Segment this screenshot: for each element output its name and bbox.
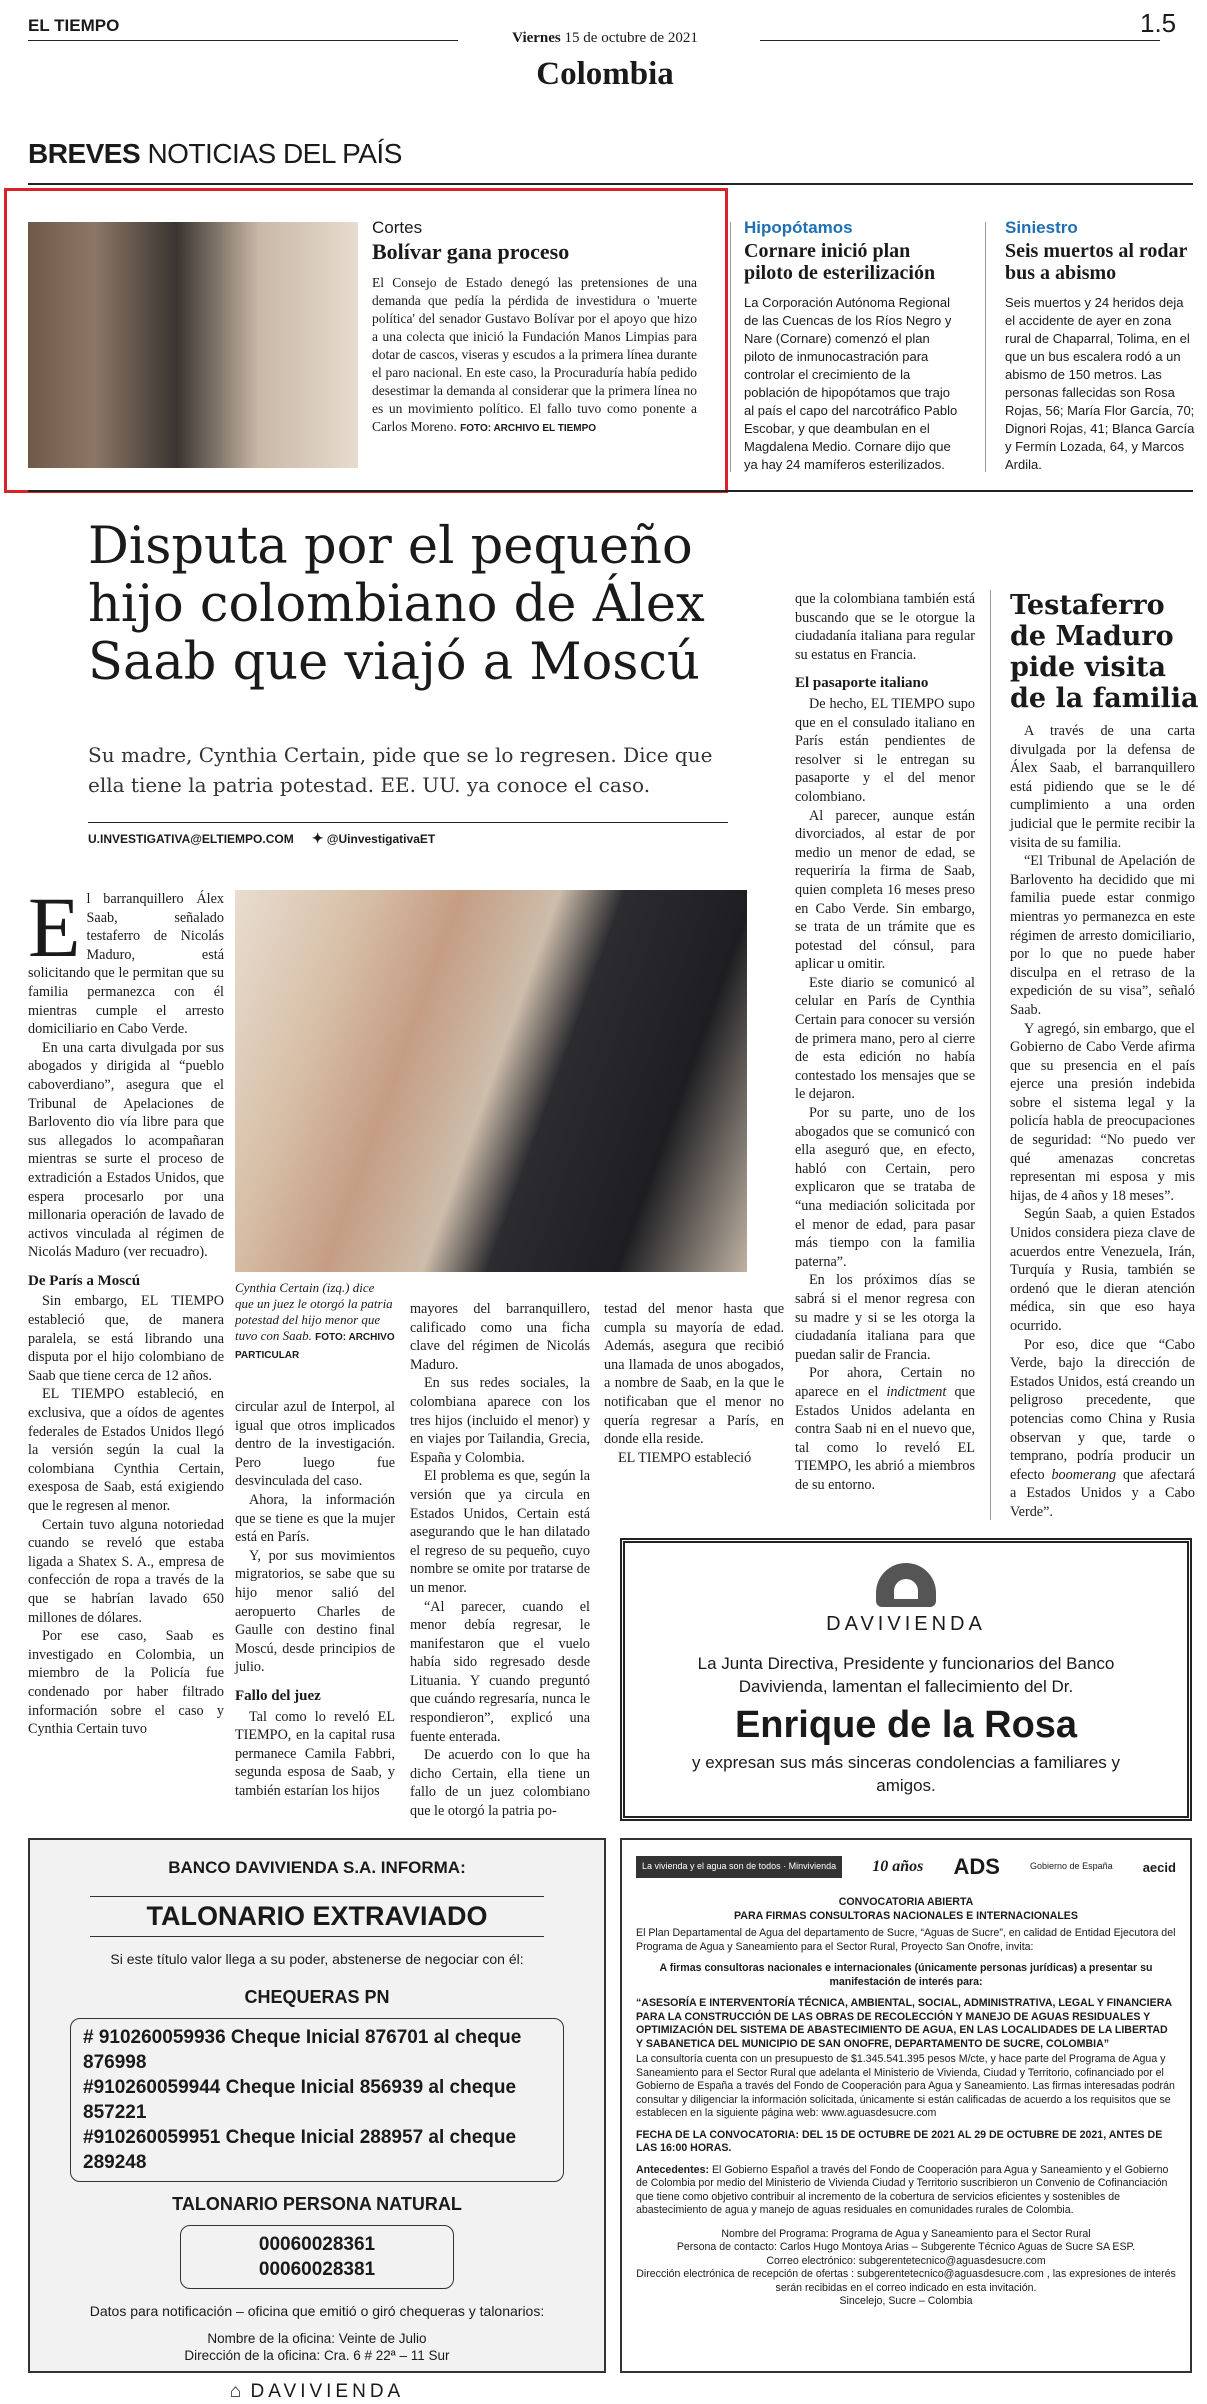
photo-credit: FOTO: ARCHIVO PARTICULAR [235, 1332, 395, 1361]
sidebar-title: Testaferro de Maduro pide visita de la familia [1010, 590, 1199, 714]
ten-years-logo: 10 años [872, 1858, 924, 1875]
brief-kicker: Siniestro [1005, 218, 1078, 237]
saab-certain-photo [235, 890, 747, 1272]
byline-email: U.INVESTIGATIVA@ELTIEMPO.COM [88, 831, 294, 846]
obituary-line-2: y expresan sus más sinceras condolencias a familiares y amigos. [691, 1753, 1121, 1795]
article-column-5: que la colombiana también está buscando que se le otorgue la ciudadanía italiana para regular su estatus en Francia. El pasaporte italiano De hecho, EL TIEMPO supo que en el consulado italiano en París están pendientes de resolver si le entregan su pasaporte y el del menor colombiano. Al parecer, aunque están divorciados, al estar de por medio un menor de edad, se requeriría la firma de Saab, quien completa 16 meses preso en Cabo Verde. Sin embargo, se trata de un trámite que es potestad del cónsul, para aplicar u omitir. Este diario se comunicó al celular en París de Cynthia Certain para conocer su versión de primera mano, pero al cierre de esta edición no había contestado los mensajes que se le dejaron. Por su parte, uno de los abogados que se comunicó con ella aseguró que, en efecto, habló con Certain, pero explicaron que se trataba de “una mediación solicitada por el menor de edad, para pasar más tiempo con la familia paterna”. En los próximos días se sabrá si el menor regresa con su madre y si se les otorga la ciudadanía italiana para que puedan salir de Francia. Por ahora, Certain no aparece en el indictment que Estados Unidos adelanta en contra Saab ni en el nuevo que, tal como lo reveló EL TIEMPO, les abrió a miembros de su entorno. [795, 591, 976, 1493]
obituary-ad [620, 1538, 1192, 1821]
convocatoria-intro: El Plan Departamental de Agua del departamento de Sucre, “Aguas de Sucre”, en calidad de Entidad Ejecutora del Programa de Agua y Saneamiento para el Sector Rural, Proyecto San Onofre, invita: [636, 1927, 1176, 1953]
cheque-line: # 910260059936 Cheque Inicial 876701 al cheque 876998 [83, 2027, 522, 2073]
brief-siniestro [1005, 218, 1195, 474]
location: Sincelejo, Sucre – Colombia [839, 2295, 973, 2307]
davivienda-logo: ⌂ DAVIVIENDA [229, 2381, 405, 2402]
article-column-4: testad del menor hasta que cumpla su mayoría de edad. Además, asegura que recibió una llamada de unos abogados, a nombre de Saab, en la que le notificaban que el menor no quería regresar a París, en donde ella reside. EL TIEMPO estableció [604, 1301, 784, 1466]
section-title: Colombia [536, 56, 674, 92]
convocatoria-dates: FECHA DE LA CONVOCATORIA: DEL 15 DE OCTUBRE DE 2021 AL 29 DE OCTUBRE DE 2021, ANTES DE LAS 16:00 HORAS. [636, 2128, 1163, 2154]
davivienda-house-icon [876, 1563, 936, 1607]
convocatoria-budget: La consultoría cuenta con un presupuesto de $1.345.541.395 pesos M/cte, y hace parte del Programa de Agua y Saneamiento para el Sector Rural que adelanta el Ministerio de Vivienda, Ciudad y Territorio, cofinanciado por el Gobierno de España a través del Fondo de Cooperación para Agua y Saneamiento. Las firmas interesadas podrán consultar y diligenciar la información solicitada, únicamente si están calificadas de acuerdo a los requisitos que se establecen en la siguiente página web: www.aguasdesucre.com [636, 2053, 1175, 2119]
brief-body: Seis muertos y 24 heridos deja el accidente de ayer en zona rural de Chaparral, Tolima, en el que un bus escalera rodó a un abismo de 150 metros. Las personas fallecidas son Rosa Rojas, 56; María Flor García, 70; Dignori Rojas, 41; Blanca García y Fermín Lozada, 64, y Marcos Ardila. [1005, 295, 1195, 472]
gustavo-bolivar-photo [28, 222, 358, 468]
convocatoria-invite: A firmas consultoras nacionales e internacionales (únicamente personas jurídicas) a presentar su manifestación de interés para: [659, 1962, 1153, 1988]
cheque-line: #910260059944 Cheque Inicial 856939 al cheque 857221 [83, 2077, 517, 2123]
brief-title: Bolívar gana proceso [372, 239, 570, 264]
subhead: Fallo del juez [235, 1687, 321, 1704]
sidebar-divider [990, 590, 991, 1520]
article-subtitle: Su madre, Cynthia Certain, pide que se lo regresen. Dice que ella tiene la patria potestad. EE. UU. ya conoce el caso. [88, 743, 713, 797]
convocatoria-antecedentes: Antecedentes: El Gobierno Español a través del Fondo de Cooperación para Agua y Saneamiento y el Gobierno de Colombia por medio del Ministerio de Vivienda Ciudad y Territorio suscribieron un Convenio de Cofinanciación que tiene como objetivo contribuir al incremento de la cobertura de servicios eficientes y sostenibles de abastecimiento de agua y manejo de aguas residuales en comunidades rurales de Colombia. [636, 2163, 1169, 2216]
article-column-3: mayores del barranquillero, calificado como una ficha clave del régimen de Nicolás Maduro. En sus redes sociales, la colombiana aparece con los tres hijos (incluido el menor) y en viajes por Tailandia, Grecia, España y Colombia. El problema es que, según la versión que ya circula en Estados Unidos, Certain está asegurando que le han dilatado el regreso de su pequeño, cuyo nombre se omite por tratarse de un menor. “Al parecer, cuando el menor debía regresar, le manifestaron que el vuelo había sido regresado desde Lituania. Y cuando preguntó que cuándo regresaría, nunca le respondieron”, explicó una fuente enterada. De acuerdo con lo que ha dicho Certain, ella tiene un fallo de un juez colombiano que le otorgó la patria po- [410, 1301, 590, 1820]
header-rule-right [760, 40, 1160, 41]
brief-cortes [372, 218, 697, 470]
ads-logo: ADS [953, 1854, 1000, 1879]
photo-caption: Cynthia Certain (izq.) dice que un juez le otorgó la patria potestad del hijo menor que tuvo con Saab. FOTO: ARCHIVO PARTICULAR [235, 1280, 395, 1361]
convocatoria-subtitle: PARA FIRMAS CONSULTORAS NACIONALES E INTERNACIONALES [734, 1909, 1078, 1922]
chequeras-heading: CHEQUERAS PN [244, 1987, 390, 2007]
article-title: Disputa por el pequeño hijo colombiano de Álex Saab que viajó a Moscú [88, 517, 705, 692]
twitter-handle: ✦ @UinvestigativaET [311, 830, 436, 846]
talonario-title: TALONARIO EXTRAVIADO [90, 1896, 544, 1937]
contact-email: Correo electrónico: subgerentetecnico@aguasdesucre.com [766, 2254, 1046, 2267]
drop-cap: E [28, 879, 81, 975]
breves-rule [28, 183, 1193, 185]
sidebar-body: A través de una carta divulgada por la defensa de Álex Saab, el barranquillero está pidiendo que se le dé cumplimiento a una orden judicial que le permite recibir la visita de su familia. “El Tribunal de Apelación de Barlovento ha decidido que mi familia puede estar conmigo mientras yo permanezca en este régimen de arresto domiciliario, por lo que no puede haber disculpa en el retraso de la expedición de su visa”, señaló Saab. Y agregó, sin embargo, que el Gobierno de Cabo Verde afirma que su presencia en el país ejerce una presión indebida sobre el sistema legal y la policía habla de preocupaciones de seguridad: “No puedo ver qué amenazas concretas representan mi esposa y mis hijas, de 4 años y 18 meses”. Según Saab, a quien Estados Unidos considera pieza clave de acuerdos entre Venezuela, Irán, Turquía y Rusia, también se ordenó que le dieran atención médica, sin que eso haya ocurrido. Por eso, dice que “Cabo Verde, bajo la dirección de Estados Unidos, está creando un peligroso precedente, que potencias como China y Rusia observan y que, tarde o temprano, podría producir un efecto boomerang que afectará a Estados Unidos y a Cabo Verde”. [1010, 723, 1195, 1520]
subhead: El pasaporte italiano [795, 675, 929, 692]
byline-rule [88, 822, 728, 823]
convocatoria-ad [620, 1838, 1192, 2373]
column-divider [730, 222, 731, 472]
brief-body: La Corporación Autónoma Regional de las Cuencas de los Ríos Negro y Nare (Cornare) comenzó el plan piloto de inmunocastración para controlar el crecimiento de la población de hipopótamos que trajo al país el capo del narcotráfico Pablo Escobar, y que deambulan en el Magdalena Medio. Cornare dijo que ya hay 24 mamíferos esterilizados. [744, 295, 958, 472]
photo-credit: FOTO: ARCHIVO EL TIEMPO [460, 423, 597, 434]
edition-date [430, 30, 780, 47]
obituary-name: Enrique de la Rosa [734, 1704, 1078, 1746]
talonario-number: 00060028361 [258, 2234, 376, 2255]
brief-hipopotamos [744, 218, 962, 474]
talonario-ad [28, 1838, 606, 2402]
offers-address: Dirección electrónica de recepción de ofertas : subgerentetecnico@aguasdesucre.com , las expresiones de interés serán recibidas en el correo indicado en esta invitación. [636, 2268, 1176, 2294]
office-address: Dirección de la oficina: Cra. 6 # 22ª – 11 Sur [184, 2348, 450, 2363]
minvivienda-logo: La vivienda y el agua son de todos · Minvivienda [636, 1856, 842, 1878]
notify-text: Datos para notificación – oficina que emitió o giró chequeras y talonarios: [89, 2303, 545, 2319]
article-column-2: circular azul de Interpol, al igual que otros implicados dentro de la investigación. Pero luego fue desvinculada del caso. Ahora, la información que se tiene es que la mujer está en París. Y, por sus movimientos migratorios, se sabe que su hijo menor salió del aeropuerto Charles de Gaulle con destino final Moscú, desde principios de julio. Fallo del juez Tal como lo reveló EL TIEMPO, en la capital rusa permanece Camila Fabbri, segunda esposa de Saab, y también estarían los hijos [235, 1399, 395, 1799]
brief-kicker: Cortes [372, 218, 423, 237]
newspaper-name: EL TIEMPO [28, 16, 120, 35]
section-rule [28, 490, 1193, 492]
contact-person: Persona de contacto: Carlos Hugo Montoya Arias – Subgerente Técnico Aguas de Sucre SA ESP. [676, 2241, 1136, 2253]
persona-natural-heading: TALONARIO PERSONA NATURAL [172, 2194, 462, 2214]
page-number: 1.5 [1140, 8, 1177, 38]
header-rule-left [28, 40, 458, 41]
talonario-numbers [180, 2225, 454, 2289]
aecid-logo: aecid [1142, 1859, 1176, 1875]
sponsor-logos [636, 1850, 1176, 1884]
talonario-number: 00060028381 [258, 2259, 376, 2280]
talonario-note: Si este título valor llega a su poder, abstenerse de negociar con él: [110, 1951, 524, 1967]
twitter-icon: ✦ [311, 830, 324, 846]
talonario-heading: BANCO DAVIVIENDA S.A. INFORMA: [168, 1858, 466, 1877]
brief-title: Cornare inició plan piloto de esterilización [744, 240, 936, 284]
cheque-line: #910260059951 Cheque Inicial 288957 al cheque 289248 [83, 2127, 517, 2173]
convocatoria-title: CONVOCATORIA ABIERTA [838, 1896, 974, 1908]
brief-title: Seis muertos al rodar bus a abismo [1005, 240, 1188, 284]
date-day: Viernes [512, 30, 561, 46]
article-column-1: El barranquillero Álex Saab, señalado testaferro de Nicolás Maduro, está solicitando que le permitan que su familia permanezca con él mientras cumple el arresto domiciliario en Cabo Verde. En una carta divulgada por sus abogados y dirigida al “pueblo caboverdiano”, asegura que el Tribunal de Apelaciones de Barlovento dio vía libre para que sus allegados lo acompañaran mientras se surte el proceso de extradición a Estados Unidos, que espera procesarlo por una millonaria operación de lavado de activos vinculada al régimen de Nicolás Maduro (ver recuadro). De París a Moscú Sin embargo, EL TIEMPO estableció que, de manera paralela, se está librando una disputa por el hijo colombiano de Saab que tiene cerca de 12 años. EL TIEMPO estableció, en exclusiva, que a oídos de agentes federales de Estados Unidos llegó la versión según la cual la colombiana Cynthia Certain, exesposa de Saab, está exigiendo que le regresen al menor. Certain tuvo alguna notoriedad cuando se reveló que estaba ligada a Shatex S. A., empresa de confección de ropa a través de la que se habrían lavado 650 millones de dólares. Por ese caso, Saab es investigado en Colombia, un miembro de la Policía fue condenado por haber filtrado información sobre el caso y Cynthia Certain tuvo [28, 879, 224, 1738]
spain-logo: Gobierno de España [1030, 1861, 1113, 1872]
obituary-line-1: La Junta Directiva, Presidente y funcionarios del Banco Davivienda, lamentan el fallecimiento del Dr. [697, 1654, 1115, 1696]
convocatoria-object: “ASESORÍA E INTERVENTORÍA TÉCNICA, AMBIENTAL, SOCIAL, ADMINISTRATIVA, LEGAL Y FINANCIERA PARA LA CONSTRUCCIÓN DE LAS OBRAS DE RECOLECCIÓN Y MANEJO DE AGUAS RESIDUALES Y OPTIMIZACIÓN DEL SISTEMA DE ABASTECIMIENTO DE AGUA, EN LAS LOCALIDADES DE LA LIBERTAD Y SABANETICA DEL MUNICIPIO DE SAN ONOFRE, DEPARTAMENTO DE SUCRE, COLOMBIA” [636, 1997, 1172, 2050]
program-name: Nombre del Programa: Programa de Agua y Saneamiento para el Sector Rural [721, 2227, 1091, 2240]
davivienda-house-icon: ⌂ [229, 2381, 242, 2402]
breves-header: BREVES NOTICIAS DEL PAÍS [28, 138, 402, 169]
date-rest: 15 de octubre de 2021 [564, 30, 698, 46]
subhead: De París a Moscú [28, 1272, 141, 1289]
column-divider [985, 222, 986, 472]
brief-body: El Consejo de Estado denegó las pretensiones de una demanda que pedía la pérdida de investidura o 'muerte política' del senador Gustavo Bolívar por el apoyo que hizo a una colecta que inició la Fundación Manos Limpias para dotar de cascos, viseras y escudos a la primera línea durante el paro nacional. En este caso, la Procuraduría había pedido desestimar la demanda al considerar que la primera línea no es un movimiento político. El fallo tuvo como ponente a Carlos Moreno. FOTO: ARCHIVO EL TIEMPO [372, 275, 697, 434]
cheques-list [70, 2018, 564, 2182]
davivienda-logo-text: DAVIVIENDA [826, 1613, 986, 1635]
byline [88, 830, 728, 847]
office-name: Nombre de la oficina: Veinte de Julio [207, 2331, 427, 2346]
brief-kicker: Hipopótamos [744, 218, 853, 237]
